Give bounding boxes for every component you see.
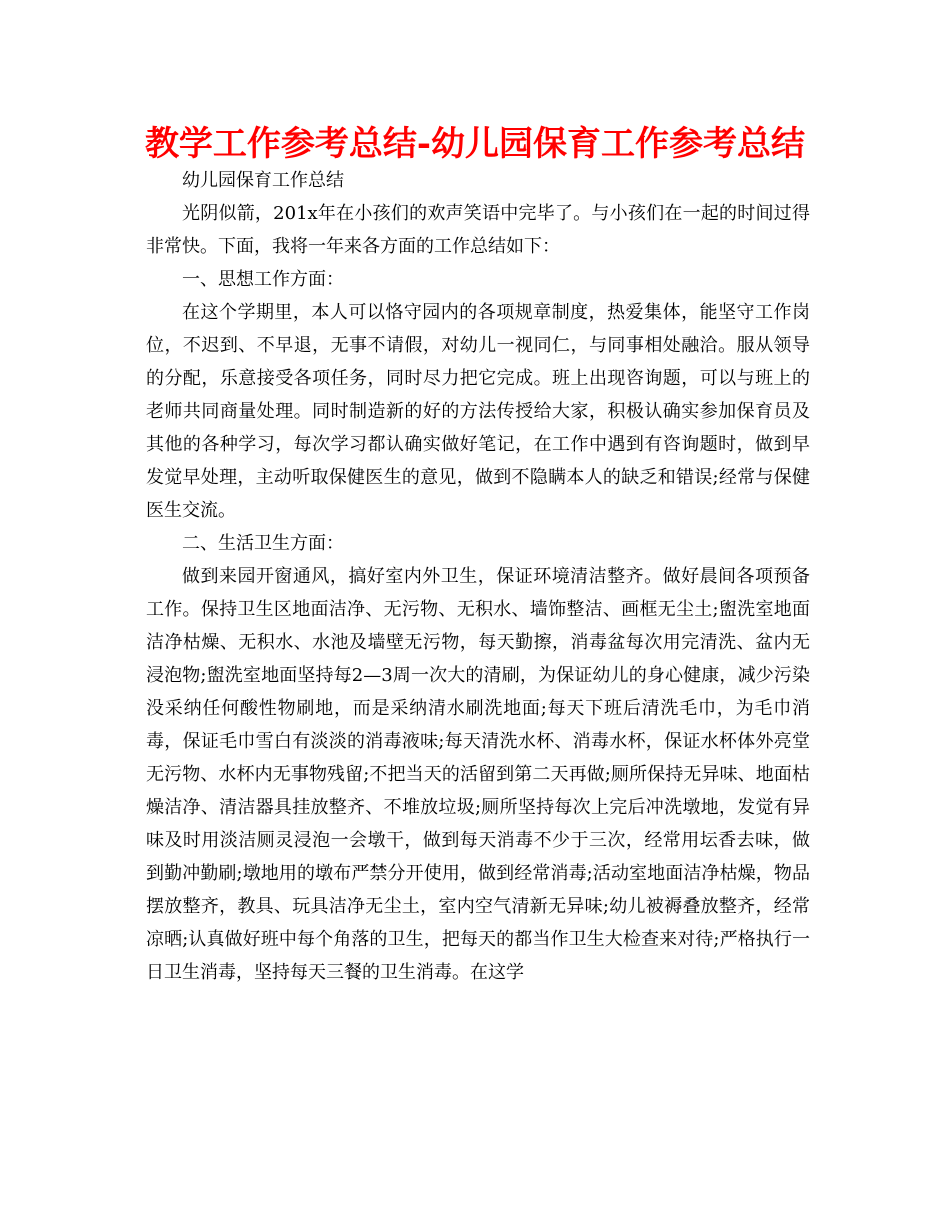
section-heading-hygiene: 二、生活卫生方面： xyxy=(182,533,344,554)
document-body xyxy=(146,164,810,989)
paragraph-hygiene: 做到来园开窗通风，搞好室内外卫生，保证环境清洁整齐。做好晨间各项预备工作。保持卫生区地面洁净、无污物、无积水、墙饰整洁、画框无尘土;盥洗室地面洁净枯燥、无积水、水池及墙壁无污物，每天勤擦，消毒盆每次用完清洗、盆内无浸泡物;盥洗室地面坚持每2—3周一次大的清刷，为保证幼儿的身心健康，减少污染没采纳任何酸性物刷地，而是采纳清水刷洗地面;每天下班后清洗毛巾，为毛巾消毒，保证毛巾雪白有淡淡的消毒液味;每天清洗水杯、消毒水杯，保证水杯体外亮堂无污物、水杯内无事物残留;不把当天的活留到第二天再做;厕所保持无异味、地面枯燥洁净、清洁器具挂放整齐、不堆放垃圾;厕所坚持每次上完后冲洗墩地，发觉有异味及时用淡洁厕灵浸泡一会墩干，做到每天消毒不少于三次，经常用坛香去味，做到勤冲勤刷;墩地用的墩布严禁分开使用，做到经常消毒;活动室地面洁净枯燥，物品摆放整齐，教具、玩具洁净无尘土，室内空气清新无异味;幼儿被褥叠放整齐，经常凉晒;认真做好班中每个角落的卫生，把每天的都当作卫生大检查来对待;严格执行一日卫生消毒，坚持每天三餐的卫生消毒。在这学 xyxy=(146,566,810,983)
paragraph-thought: 在这个学期里，本人可以恪守园内的各项规章制度，热爱集体，能坚守工作岗位，不迟到、不早退，无事不请假，对幼儿一视同仁，与同事相处融洽。服从领导的分配，乐意接受各项任务，同时尽力把它完成。班上出现咨询题，可以与班上的老师共同商量处理。同时制造新的好的方法传授给大家，积极认确实参加保育员及其他的各种学习，每次学习都认确实做好笔记，在工作中遇到有咨询题时，做到早发觉早处理，主动听取保健医生的意见，做到不隐瞒本人的缺乏和错误;经常与保健医生交流。 xyxy=(146,302,810,521)
document-title: 教学工作参考总结-幼儿园保育工作参考总结 xyxy=(144,124,806,164)
paragraph-subtitle: 幼儿园保育工作总结 xyxy=(182,170,344,191)
paragraph-intro: 光阴似箭，201x年在小孩们的欢声笑语中完毕了。与小孩们在一起的时间过得非常快。下面，我将一年来各方面的工作总结如下： xyxy=(146,203,810,257)
section-heading-thought: 一、思想工作方面： xyxy=(182,269,344,290)
